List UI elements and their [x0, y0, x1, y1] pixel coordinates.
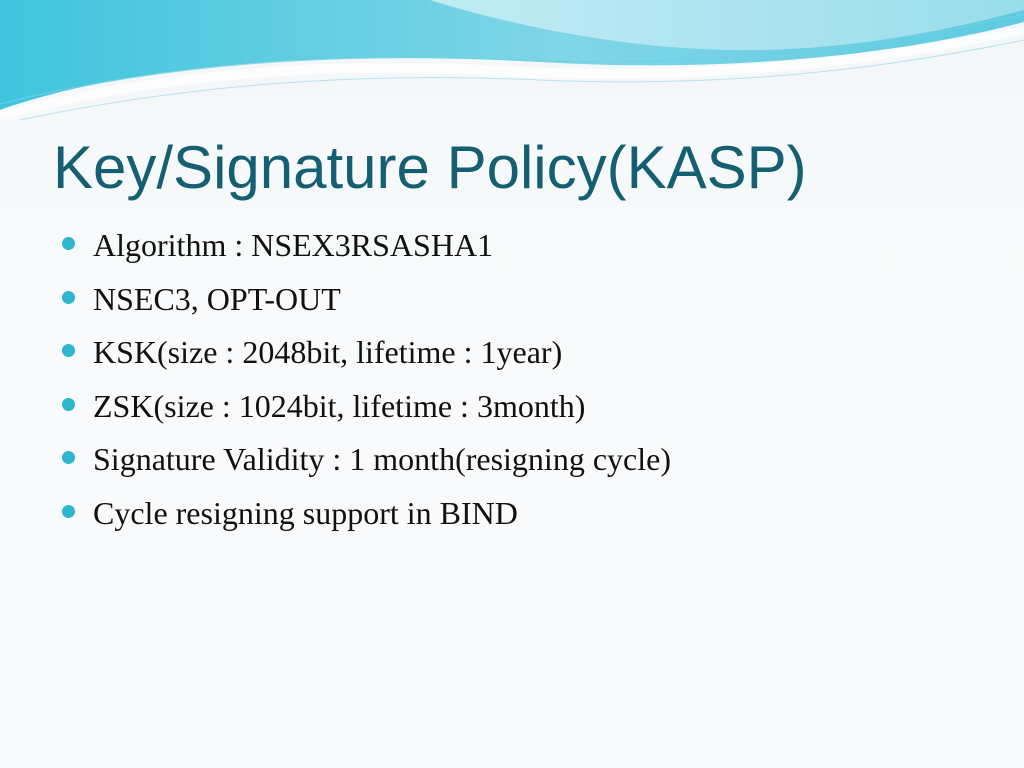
bullet-item-zsk — [62, 381, 671, 435]
bullet-circle-icon — [62, 237, 75, 250]
bullet-item-nsec3 — [62, 274, 671, 328]
bullet-item-algorithm — [62, 220, 671, 274]
bullet-item-cycle-resigning — [62, 488, 671, 542]
bullet-circle-icon — [62, 344, 75, 357]
slide-title: Key/Signature Policy(KASP) — [53, 134, 807, 201]
bullet-circle-icon — [62, 398, 75, 411]
bullet-item-signature-validity — [62, 434, 671, 488]
bullet-text: KSK(size : 2048bit, lifetime : 1year) — [93, 334, 563, 370]
bullet-text: Signature Validity : 1 month(resigning cycle) — [93, 441, 671, 477]
bullet-circle-icon — [62, 505, 75, 518]
header-wave-decoration — [0, 0, 1024, 130]
bullet-list — [62, 220, 671, 541]
bullet-circle-icon — [62, 291, 75, 304]
bullet-item-ksk — [62, 327, 671, 381]
bullet-text: ZSK(size : 1024bit, lifetime : 3month) — [93, 387, 586, 424]
bullet-text: NSEC3, OPT-OUT — [93, 280, 341, 317]
bullet-text: Cycle resigning support in BIND — [93, 494, 518, 531]
bullet-circle-icon — [62, 451, 75, 464]
bullet-text: Algorithm : NSEX3RSASHA1 — [93, 227, 494, 263]
